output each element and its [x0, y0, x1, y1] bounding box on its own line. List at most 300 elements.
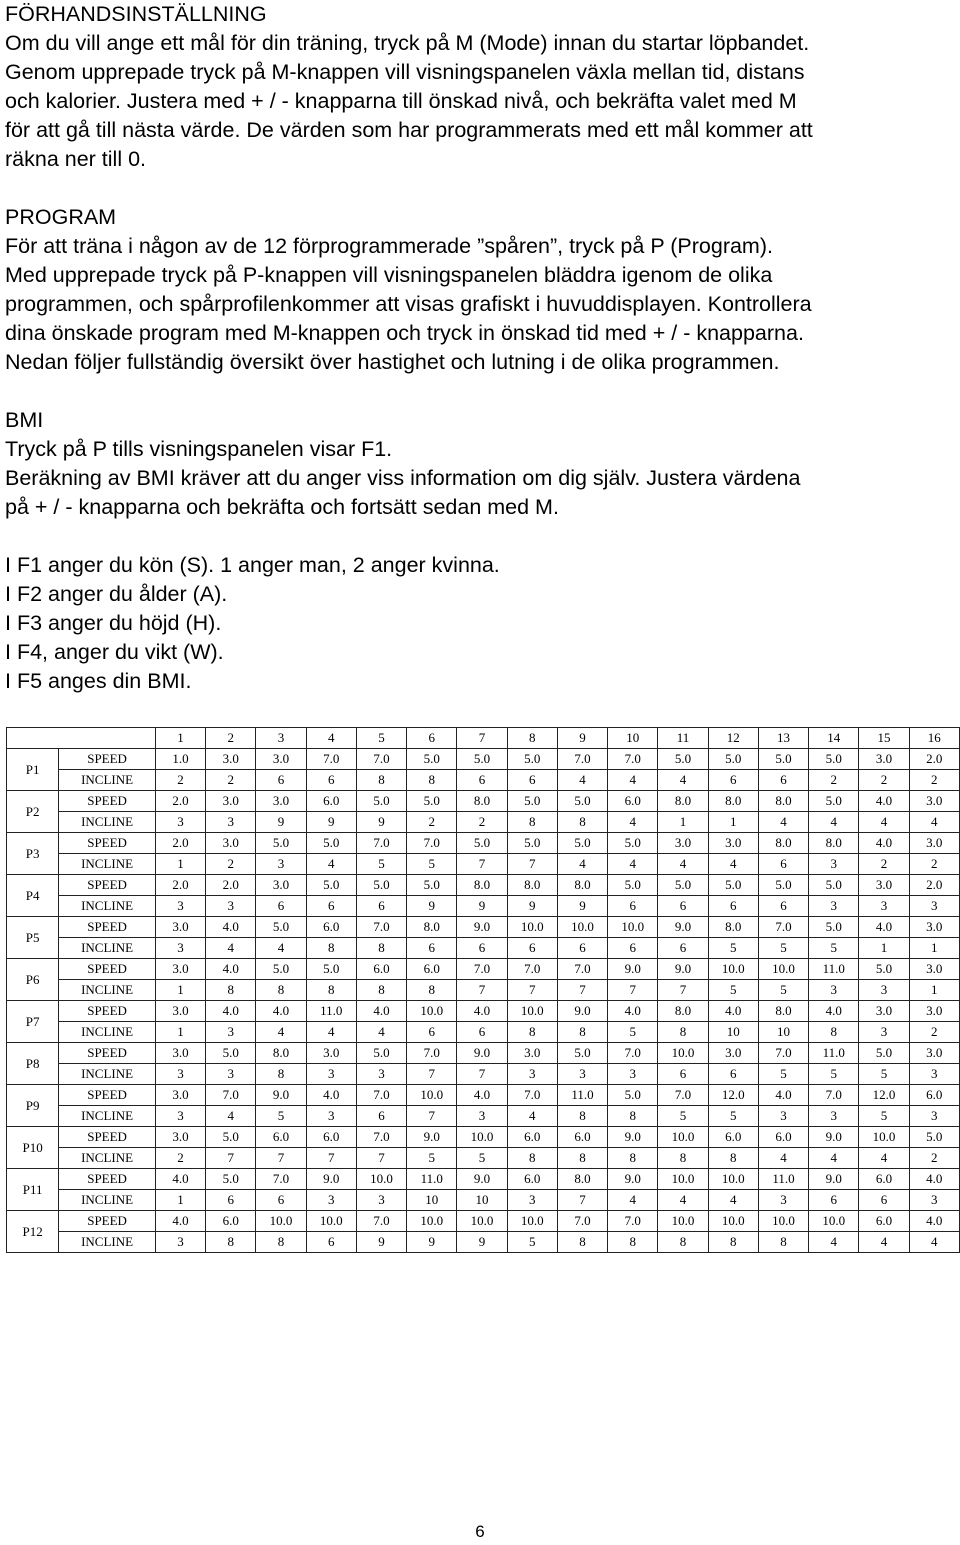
- speed-value: 7.0: [658, 1085, 708, 1106]
- incline-label: INCLINE: [59, 1148, 156, 1169]
- program-label: P1: [7, 749, 59, 791]
- speed-value: 5.0: [507, 791, 557, 812]
- incline-value: 8: [758, 1232, 808, 1253]
- speed-value: 5.0: [256, 833, 306, 854]
- table-row: [7, 791, 960, 812]
- column-header: 8: [507, 728, 557, 749]
- incline-value: 7: [306, 1148, 356, 1169]
- incline-value: 8: [608, 1106, 658, 1127]
- incline-value: 9: [256, 812, 306, 833]
- incline-label: INCLINE: [59, 896, 156, 917]
- incline-value: 1: [909, 938, 959, 959]
- speed-value: 6.0: [206, 1211, 256, 1232]
- incline-value: 3: [256, 854, 306, 875]
- speed-value: 7.0: [407, 1043, 457, 1064]
- speed-value: 6.0: [306, 791, 356, 812]
- speed-value: 3.0: [708, 833, 758, 854]
- heading-forhandsinstallning: FÖRHANDSINSTÄLLNING: [5, 2, 267, 26]
- incline-value: 6: [708, 896, 758, 917]
- incline-value: 3: [809, 1106, 859, 1127]
- incline-value: 3: [155, 812, 205, 833]
- incline-value: 8: [658, 1022, 708, 1043]
- incline-value: 8: [708, 1232, 758, 1253]
- incline-value: 9: [356, 812, 406, 833]
- speed-value: 8.0: [457, 791, 507, 812]
- incline-value: 2: [407, 812, 457, 833]
- table-row: [7, 1043, 960, 1064]
- incline-value: 8: [658, 1232, 708, 1253]
- speed-value: 7.0: [507, 1085, 557, 1106]
- incline-value: 8: [306, 980, 356, 1001]
- speed-value: 6.0: [909, 1085, 959, 1106]
- speed-value: 9.0: [608, 1169, 658, 1190]
- speed-value: 6.0: [557, 1127, 607, 1148]
- paragraph-line: För att träna i någon av de 12 förprogrammerade ”spåren”, tryck på P (Program).: [5, 234, 773, 258]
- speed-value: 4.0: [608, 1001, 658, 1022]
- speed-value: 2.0: [206, 875, 256, 896]
- incline-value: 6: [507, 770, 557, 791]
- incline-value: 4: [758, 812, 808, 833]
- incline-value: 5: [507, 1232, 557, 1253]
- speed-value: 9.0: [809, 1127, 859, 1148]
- incline-value: 6: [457, 770, 507, 791]
- speed-value: 3.0: [155, 917, 205, 938]
- incline-value: 3: [608, 1064, 658, 1085]
- incline-value: 9: [557, 896, 607, 917]
- paragraph-line: och kalorier. Justera med + / - knapparna till önskad nivå, och bekräfta valet med M: [5, 89, 797, 113]
- speed-value: 6.0: [306, 1127, 356, 1148]
- speed-value: 3.0: [909, 917, 959, 938]
- speed-value: 10.0: [507, 1001, 557, 1022]
- speed-value: 9.0: [658, 917, 708, 938]
- incline-value: 6: [758, 854, 808, 875]
- incline-value: 5: [457, 1148, 507, 1169]
- incline-value: 6: [708, 770, 758, 791]
- incline-value: 5: [758, 980, 808, 1001]
- speed-label: SPEED: [59, 749, 156, 770]
- table-row: [7, 1148, 960, 1169]
- incline-value: 4: [708, 1190, 758, 1211]
- incline-value: 3: [507, 1190, 557, 1211]
- field-line: I F4, anger du vikt (W).: [5, 640, 224, 664]
- speed-value: 8.0: [708, 917, 758, 938]
- speed-value: 3.0: [206, 791, 256, 812]
- incline-value: 4: [909, 1232, 959, 1253]
- speed-value: 9.0: [457, 1043, 507, 1064]
- speed-value: 5.0: [658, 875, 708, 896]
- speed-value: 3.0: [306, 1043, 356, 1064]
- incline-value: 6: [457, 938, 507, 959]
- incline-value: 3: [809, 896, 859, 917]
- paragraph-line: Tryck på P tills visningspanelen visar F1.: [5, 437, 393, 461]
- incline-value: 7: [457, 854, 507, 875]
- incline-value: 8: [507, 1148, 557, 1169]
- incline-value: 4: [557, 770, 607, 791]
- speed-value: 3.0: [256, 749, 306, 770]
- speed-value: 3.0: [909, 959, 959, 980]
- speed-value: 6.0: [256, 1127, 306, 1148]
- incline-value: 1: [658, 812, 708, 833]
- incline-value: 4: [306, 1022, 356, 1043]
- incline-value: 6: [658, 1064, 708, 1085]
- speed-value: 3.0: [206, 749, 256, 770]
- field-line: I F2 anger du ålder (A).: [5, 582, 228, 606]
- speed-value: 9.0: [407, 1127, 457, 1148]
- incline-value: 5: [708, 938, 758, 959]
- incline-value: 8: [608, 1232, 658, 1253]
- incline-value: 3: [356, 1190, 406, 1211]
- incline-value: 3: [206, 1064, 256, 1085]
- speed-label: SPEED: [59, 791, 156, 812]
- incline-value: 3: [206, 1022, 256, 1043]
- incline-value: 5: [708, 980, 758, 1001]
- incline-value: 5: [758, 1064, 808, 1085]
- speed-value: 5.0: [708, 875, 758, 896]
- speed-value: 4.0: [909, 1211, 959, 1232]
- incline-value: 8: [809, 1022, 859, 1043]
- incline-value: 8: [306, 938, 356, 959]
- incline-value: 4: [859, 1148, 909, 1169]
- speed-value: 9.0: [306, 1169, 356, 1190]
- incline-value: 3: [306, 1190, 356, 1211]
- incline-value: 8: [206, 980, 256, 1001]
- incline-value: 5: [758, 938, 808, 959]
- speed-label: SPEED: [59, 1169, 156, 1190]
- incline-value: 6: [859, 1190, 909, 1211]
- speed-value: 5.0: [608, 875, 658, 896]
- program-label: P12: [7, 1211, 59, 1253]
- incline-value: 3: [909, 1106, 959, 1127]
- incline-label: INCLINE: [59, 980, 156, 1001]
- speed-value: 7.0: [457, 959, 507, 980]
- speed-value: 7.0: [306, 749, 356, 770]
- incline-value: 3: [155, 896, 205, 917]
- speed-value: 5.0: [507, 749, 557, 770]
- speed-value: 11.0: [557, 1085, 607, 1106]
- column-header: 2: [206, 728, 256, 749]
- speed-value: 5.0: [457, 833, 507, 854]
- program-table: [6, 727, 960, 1253]
- incline-value: 6: [758, 770, 808, 791]
- incline-value: 3: [155, 938, 205, 959]
- speed-value: 7.0: [356, 1211, 406, 1232]
- speed-value: 10.0: [758, 1211, 808, 1232]
- table-row: [7, 896, 960, 917]
- speed-value: 8.0: [758, 1001, 808, 1022]
- speed-label: SPEED: [59, 1127, 156, 1148]
- speed-value: 4.0: [206, 1001, 256, 1022]
- incline-value: 6: [256, 770, 306, 791]
- speed-value: 6.0: [407, 959, 457, 980]
- field-line: I F1 anger du kön (S). 1 anger man, 2 anger kvinna.: [5, 553, 500, 577]
- speed-value: 10.0: [809, 1211, 859, 1232]
- incline-value: 4: [608, 854, 658, 875]
- speed-label: SPEED: [59, 1085, 156, 1106]
- speed-value: 5.0: [557, 791, 607, 812]
- incline-label: INCLINE: [59, 812, 156, 833]
- incline-value: 4: [206, 938, 256, 959]
- incline-value: 3: [859, 896, 909, 917]
- incline-value: 10: [708, 1022, 758, 1043]
- incline-value: 7: [507, 980, 557, 1001]
- speed-value: 10.0: [758, 959, 808, 980]
- incline-value: 3: [155, 1064, 205, 1085]
- speed-value: 5.0: [708, 749, 758, 770]
- speed-value: 5.0: [608, 833, 658, 854]
- incline-value: 3: [859, 1022, 909, 1043]
- speed-value: 10.0: [658, 1169, 708, 1190]
- speed-value: 10.0: [658, 1127, 708, 1148]
- incline-value: 5: [608, 1022, 658, 1043]
- incline-value: 2: [909, 1022, 959, 1043]
- table-row: [7, 1127, 960, 1148]
- speed-value: 4.0: [256, 1001, 306, 1022]
- incline-value: 6: [557, 938, 607, 959]
- speed-value: 5.0: [809, 749, 859, 770]
- speed-value: 3.0: [708, 1043, 758, 1064]
- incline-value: 8: [658, 1148, 708, 1169]
- incline-value: 8: [507, 812, 557, 833]
- incline-value: 6: [407, 938, 457, 959]
- incline-value: 3: [909, 896, 959, 917]
- speed-value: 1.0: [155, 749, 205, 770]
- table-row: [7, 1169, 960, 1190]
- speed-value: 7.0: [356, 917, 406, 938]
- incline-value: 1: [708, 812, 758, 833]
- incline-value: 3: [155, 1232, 205, 1253]
- speed-value: 3.0: [256, 875, 306, 896]
- incline-value: 3: [909, 1064, 959, 1085]
- incline-value: 5: [708, 1106, 758, 1127]
- page-number: 6: [475, 1522, 485, 1541]
- incline-value: 2: [859, 770, 909, 791]
- speed-value: 5.0: [507, 833, 557, 854]
- speed-value: 2.0: [909, 875, 959, 896]
- incline-value: 8: [557, 1106, 607, 1127]
- incline-value: 4: [206, 1106, 256, 1127]
- heading-program: PROGRAM: [5, 205, 117, 229]
- incline-value: 1: [909, 980, 959, 1001]
- speed-value: 3.0: [658, 833, 708, 854]
- column-header: 13: [758, 728, 808, 749]
- speed-value: 5.0: [256, 917, 306, 938]
- incline-value: 5: [809, 1064, 859, 1085]
- incline-value: 7: [256, 1148, 306, 1169]
- speed-value: 4.0: [457, 1085, 507, 1106]
- incline-value: 2: [155, 770, 205, 791]
- incline-value: 6: [708, 1064, 758, 1085]
- field-line: I F3 anger du höjd (H).: [5, 611, 222, 635]
- speed-value: 4.0: [758, 1085, 808, 1106]
- speed-value: 8.0: [658, 1001, 708, 1022]
- incline-value: 3: [859, 980, 909, 1001]
- speed-value: 7.0: [809, 1085, 859, 1106]
- speed-value: 3.0: [909, 791, 959, 812]
- speed-value: 3.0: [206, 833, 256, 854]
- incline-value: 4: [809, 1148, 859, 1169]
- incline-value: 8: [557, 1022, 607, 1043]
- table-row: [7, 875, 960, 896]
- incline-label: INCLINE: [59, 938, 156, 959]
- incline-value: 3: [206, 812, 256, 833]
- speed-value: 7.0: [356, 1085, 406, 1106]
- incline-value: 4: [507, 1106, 557, 1127]
- speed-value: 4.0: [809, 1001, 859, 1022]
- incline-value: 9: [356, 1232, 406, 1253]
- speed-label: SPEED: [59, 917, 156, 938]
- incline-value: 3: [457, 1106, 507, 1127]
- incline-value: 8: [407, 980, 457, 1001]
- table-row: [7, 980, 960, 1001]
- speed-value: 10.0: [256, 1211, 306, 1232]
- speed-value: 4.0: [909, 1169, 959, 1190]
- speed-value: 3.0: [155, 959, 205, 980]
- incline-value: 8: [206, 1232, 256, 1253]
- table-row: [7, 812, 960, 833]
- speed-value: 6.0: [758, 1127, 808, 1148]
- section-bmi: [5, 406, 957, 522]
- speed-label: SPEED: [59, 959, 156, 980]
- incline-value: 4: [256, 938, 306, 959]
- speed-value: 9.0: [457, 1169, 507, 1190]
- incline-label: INCLINE: [59, 1064, 156, 1085]
- incline-value: 8: [256, 1064, 306, 1085]
- column-header: 12: [708, 728, 758, 749]
- speed-value: 5.0: [407, 875, 457, 896]
- incline-value: 2: [809, 770, 859, 791]
- incline-value: 2: [909, 854, 959, 875]
- speed-value: 5.0: [809, 791, 859, 812]
- speed-value: 3.0: [859, 875, 909, 896]
- speed-label: SPEED: [59, 1001, 156, 1022]
- table-row: [7, 1022, 960, 1043]
- incline-value: 6: [758, 896, 808, 917]
- speed-value: 5.0: [658, 749, 708, 770]
- speed-value: 11.0: [306, 1001, 356, 1022]
- incline-label: INCLINE: [59, 1106, 156, 1127]
- speed-value: 7.0: [557, 749, 607, 770]
- incline-value: 7: [557, 980, 607, 1001]
- speed-value: 5.0: [758, 749, 808, 770]
- speed-value: 2.0: [909, 749, 959, 770]
- speed-value: 9.0: [658, 959, 708, 980]
- speed-value: 10.0: [708, 959, 758, 980]
- incline-value: 6: [356, 1106, 406, 1127]
- incline-value: 10: [758, 1022, 808, 1043]
- incline-value: 3: [206, 896, 256, 917]
- section-forhandsinstallning: [5, 0, 957, 174]
- incline-value: 9: [306, 812, 356, 833]
- incline-value: 6: [306, 770, 356, 791]
- incline-value: 8: [256, 1232, 306, 1253]
- incline-value: 4: [256, 1022, 306, 1043]
- speed-value: 3.0: [155, 1043, 205, 1064]
- incline-value: 6: [608, 896, 658, 917]
- incline-value: 3: [809, 854, 859, 875]
- speed-value: 5.0: [758, 875, 808, 896]
- column-header: 14: [809, 728, 859, 749]
- incline-value: 4: [608, 770, 658, 791]
- speed-value: 6.0: [507, 1169, 557, 1190]
- incline-value: 4: [306, 854, 356, 875]
- incline-value: 2: [859, 854, 909, 875]
- speed-value: 2.0: [155, 875, 205, 896]
- speed-value: 4.0: [206, 917, 256, 938]
- incline-value: 8: [356, 770, 406, 791]
- table-corner-cell: [7, 728, 156, 749]
- incline-value: 8: [407, 770, 457, 791]
- table-body: [7, 749, 960, 1253]
- incline-value: 6: [658, 938, 708, 959]
- speed-value: 2.0: [155, 833, 205, 854]
- incline-value: 5: [407, 854, 457, 875]
- speed-value: 4.0: [356, 1001, 406, 1022]
- speed-value: 5.0: [557, 833, 607, 854]
- speed-value: 10.0: [457, 1211, 507, 1232]
- table-row: [7, 1211, 960, 1232]
- speed-value: 6.0: [708, 1127, 758, 1148]
- speed-value: 5.0: [608, 1085, 658, 1106]
- column-header: 15: [859, 728, 909, 749]
- incline-value: 2: [909, 770, 959, 791]
- table-row: [7, 1064, 960, 1085]
- table-row: [7, 749, 960, 770]
- column-header: 7: [457, 728, 507, 749]
- incline-value: 2: [206, 854, 256, 875]
- speed-value: 3.0: [909, 833, 959, 854]
- column-header: 6: [407, 728, 457, 749]
- manual-text: [5, 0, 957, 696]
- incline-value: 5: [658, 1106, 708, 1127]
- incline-value: 3: [306, 1064, 356, 1085]
- paragraph-line: Med upprepade tryck på P-knappen vill visningspanelen bläddra igenom de olika: [5, 263, 773, 287]
- table-row: [7, 1085, 960, 1106]
- speed-value: 3.0: [909, 1001, 959, 1022]
- speed-value: 5.0: [859, 1043, 909, 1064]
- speed-value: 5.0: [206, 1043, 256, 1064]
- paragraph-line: Beräkning av BMI kräver att du anger viss information om dig själv. Justera värdena: [5, 466, 801, 490]
- incline-value: 6: [256, 1190, 306, 1211]
- incline-value: 8: [256, 980, 306, 1001]
- speed-value: 10.0: [708, 1169, 758, 1190]
- speed-value: 10.0: [306, 1211, 356, 1232]
- speed-value: 5.0: [809, 917, 859, 938]
- speed-value: 7.0: [356, 833, 406, 854]
- incline-value: 7: [608, 980, 658, 1001]
- incline-value: 2: [206, 770, 256, 791]
- speed-value: 10.0: [658, 1043, 708, 1064]
- incline-value: 5: [356, 854, 406, 875]
- speed-value: 5.0: [256, 959, 306, 980]
- speed-value: 7.0: [608, 1043, 658, 1064]
- speed-value: 10.0: [608, 917, 658, 938]
- paragraph-line: på + / - knapparna och bekräfta och fortsätt sedan med M.: [5, 495, 559, 519]
- incline-value: 4: [809, 812, 859, 833]
- incline-value: 4: [758, 1148, 808, 1169]
- table-row: [7, 1001, 960, 1022]
- incline-value: 2: [457, 812, 507, 833]
- column-header: 1: [155, 728, 205, 749]
- speed-value: 4.0: [155, 1169, 205, 1190]
- speed-value: 8.0: [507, 875, 557, 896]
- incline-value: 4: [859, 1232, 909, 1253]
- paragraph-line: för att gå till nästa värde. De värden som har programmerats med ett mål kommer att: [5, 118, 813, 142]
- incline-value: 8: [507, 1022, 557, 1043]
- incline-value: 4: [909, 812, 959, 833]
- incline-value: 8: [356, 938, 406, 959]
- section-program: [5, 203, 957, 377]
- program-table-container: [6, 727, 960, 1253]
